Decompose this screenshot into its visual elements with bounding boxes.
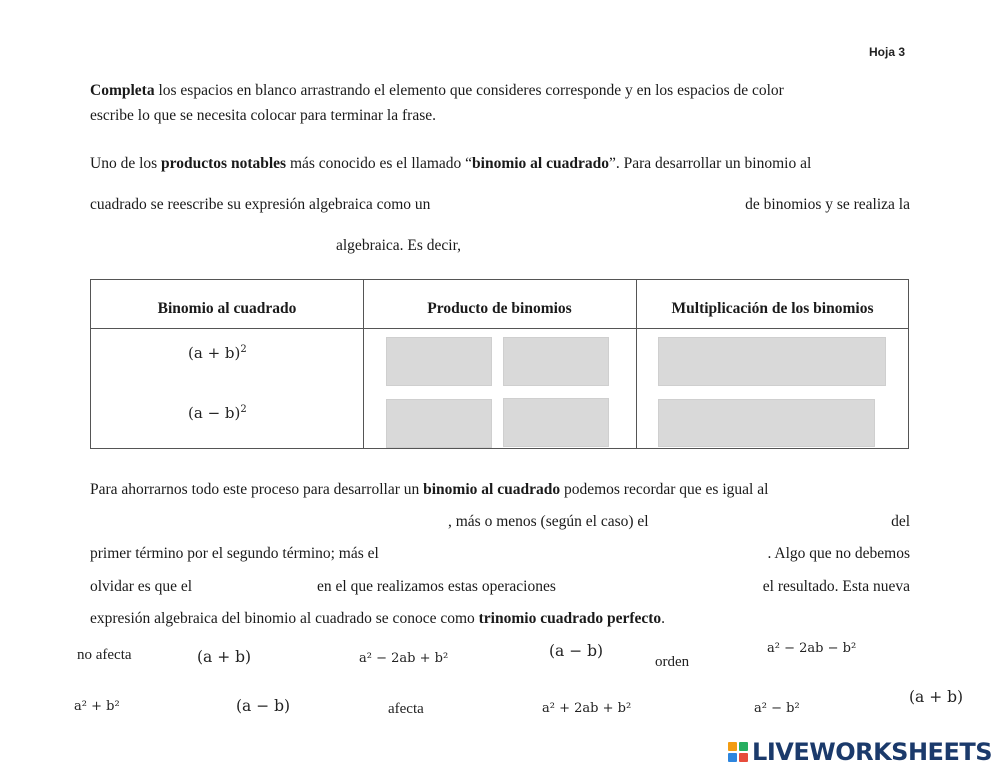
row1-expression — [188, 344, 247, 362]
p2-text: . — [661, 610, 666, 627]
p2-text: primer término por el segundo término; más el — [90, 545, 379, 562]
row1-base: (a + b) — [188, 344, 241, 362]
row1-exponent: 2 — [240, 344, 247, 355]
logo-mark-icon — [728, 742, 748, 762]
intro-line-1 — [90, 153, 910, 175]
answer-box-r1-product-1[interactable] — [386, 337, 492, 386]
p2-text: , más o menos (según el caso) el — [448, 513, 649, 530]
instructions-line-1 — [90, 80, 910, 102]
intro-bold-binomio: binomio al cuadrado — [472, 155, 609, 172]
drag-tile-a-plus-b-2[interactable]: (a + b) — [909, 688, 964, 706]
row2-expression — [188, 404, 247, 422]
drag-tile-a2-plus-2ab-plus-b2[interactable]: a² + 2ab + b² — [542, 701, 632, 716]
answer-box-r1-result[interactable] — [658, 337, 886, 386]
logo-block — [728, 742, 737, 751]
intro-bold-productos: productos notables — [161, 155, 287, 172]
intro-line-2 — [90, 194, 910, 216]
drag-tile-a-minus-b[interactable]: (a − b) — [549, 642, 604, 660]
drag-tile-afecta[interactable]: afecta — [388, 701, 424, 717]
p2-bold-trinomio: trinomio cuadrado perfecto — [478, 610, 662, 627]
instructions-line-2: escribe lo que se necesita colocar para terminar la frase. — [90, 107, 436, 124]
logo-block — [728, 753, 737, 762]
row2-exponent: 2 — [240, 404, 247, 415]
answer-box-r1-product-2[interactable] — [503, 337, 609, 386]
drag-tile-orden[interactable]: orden — [655, 654, 690, 670]
intro-text: de binomios y se realiza la — [745, 196, 910, 213]
p2-text: expresión algebraica del binomio al cuadrado se conoce como — [90, 610, 479, 627]
drag-tile-no-afecta[interactable]: no afecta — [77, 647, 132, 663]
p2-text: . Algo que no debemos — [767, 545, 910, 562]
p2-text: Para ahorrarnos todo este proceso para desarrollar un — [90, 481, 424, 498]
logo-block — [739, 742, 748, 751]
p2-line-1 — [90, 479, 910, 501]
p2-text: podemos recordar que es igual al — [560, 481, 769, 498]
table-divider — [91, 328, 908, 329]
drag-tile-a2-minus-2ab-plus-b2[interactable]: a² − 2ab + b² — [359, 651, 449, 666]
logo-block — [739, 753, 748, 762]
p2-line-5 — [90, 608, 910, 630]
intro-text: ”. Para desarrollar un binomio al — [608, 155, 812, 172]
binomials-table — [90, 279, 909, 449]
p2-line-3 — [90, 543, 910, 565]
drag-tile-a2-minus-2ab-minus-b2[interactable]: a² − 2ab − b² — [767, 641, 857, 656]
p2-text: olvidar es que el — [90, 578, 193, 595]
p2-text: el resultado. Esta nueva — [762, 578, 910, 595]
row2-base: (a − b) — [188, 404, 241, 422]
drag-tile-a-plus-b[interactable]: (a + b) — [197, 648, 252, 666]
header-binomio: Binomio al cuadrado — [157, 300, 297, 317]
liveworksheets-logo — [728, 738, 992, 766]
intro-text: cuadrado se reescribe su expresión algebraica como un — [90, 196, 431, 213]
header-multiplicacion: Multiplicación de los binomios — [671, 300, 874, 317]
intro-text: Uno de los — [90, 155, 162, 172]
intro-line-3: algebraica. Es decir, — [336, 237, 462, 254]
answer-box-r2-product-1[interactable] — [386, 399, 492, 448]
logo-text: LIVEWORKSHEETS — [752, 738, 992, 766]
drag-tile-a2-plus-b2[interactable]: a² + b² — [74, 699, 120, 714]
answer-box-r2-product-2[interactable] — [503, 398, 609, 447]
drag-tile-a-minus-b-2[interactable]: (a − b) — [236, 697, 291, 715]
drag-tile-a2-minus-b2[interactable]: a² − b² — [754, 701, 800, 716]
p2-text: en el que realizamos estas operaciones — [317, 578, 556, 595]
intro-text: más conocido es el llamado “ — [286, 155, 473, 172]
p2-text: del — [891, 513, 910, 530]
p2-bold-binomio: binomio al cuadrado — [423, 481, 561, 498]
answer-box-r2-result[interactable] — [658, 399, 875, 447]
instructions-bold: Completa — [90, 82, 155, 99]
instructions-text: los espacios en blanco arrastrando el elemento que consideres corresponde y en los espacios de color — [154, 82, 784, 99]
header-producto: Producto de binomios — [427, 300, 572, 317]
sheet-label: Hoja 3 — [869, 45, 906, 59]
